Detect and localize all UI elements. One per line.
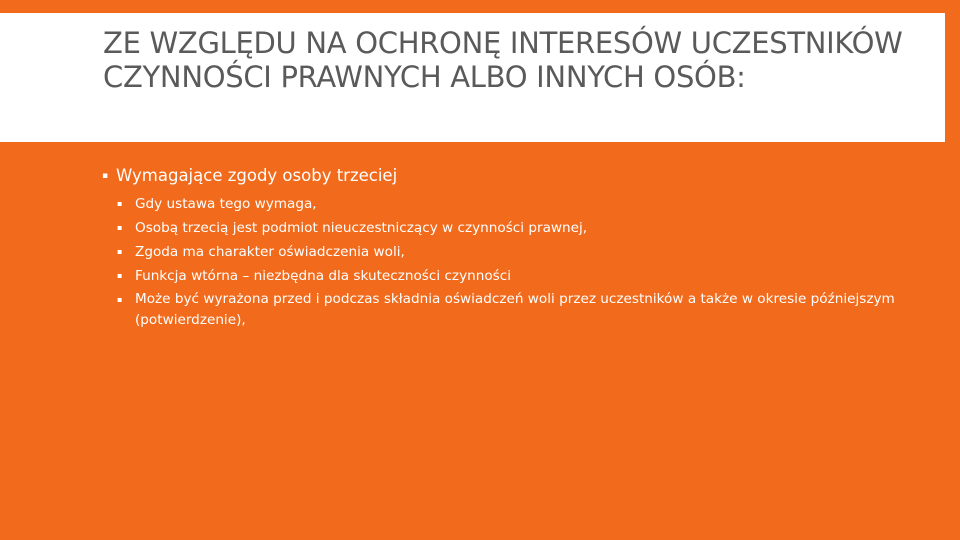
bullet-icon: ▪ [117,199,123,208]
main-point-text: Wymagające zgody osoby trzeciej [116,166,398,185]
sub-bullet-text: Gdy ustawa tego wymaga, [135,196,317,212]
sub-bullet-text: Funkcja wtórna – niezbędna dla skuteczności czynności [135,268,511,284]
slide-title: ZE WZGLĘDU NA OCHRONĘ INTERESÓW UCZESTNIKÓW CZYNNOŚCI PRAWNYCH ALBO INNYCH OSÓB: [103,26,903,94]
sub-bullet-item [102,288,902,331]
sub-bullet-item [102,216,902,240]
slide-body [102,164,902,331]
sub-bullet-text: Może być wyrażona przed i podczas składnia oświadczeń woli przez uczestników a także w okresie późniejszym (potwierdzenie), [135,291,895,328]
sub-bullet-text: Osobą trzecią jest podmiot nieuczestniczący w czynności prawnej, [135,220,588,236]
bullet-icon: ▪ [102,171,109,181]
sub-bullet-item [102,240,902,264]
main-bullet-point [102,164,902,188]
bullet-icon: ▪ [117,247,123,256]
sub-bullet-text: Zgoda ma charakter oświadczenia woli, [135,244,405,260]
sub-bullet-item [102,264,902,288]
bullet-icon: ▪ [117,295,123,304]
sub-bullet-item [102,192,902,216]
bullet-icon: ▪ [117,271,123,280]
bullet-icon: ▪ [117,223,123,232]
sub-bullet-list [102,192,902,331]
